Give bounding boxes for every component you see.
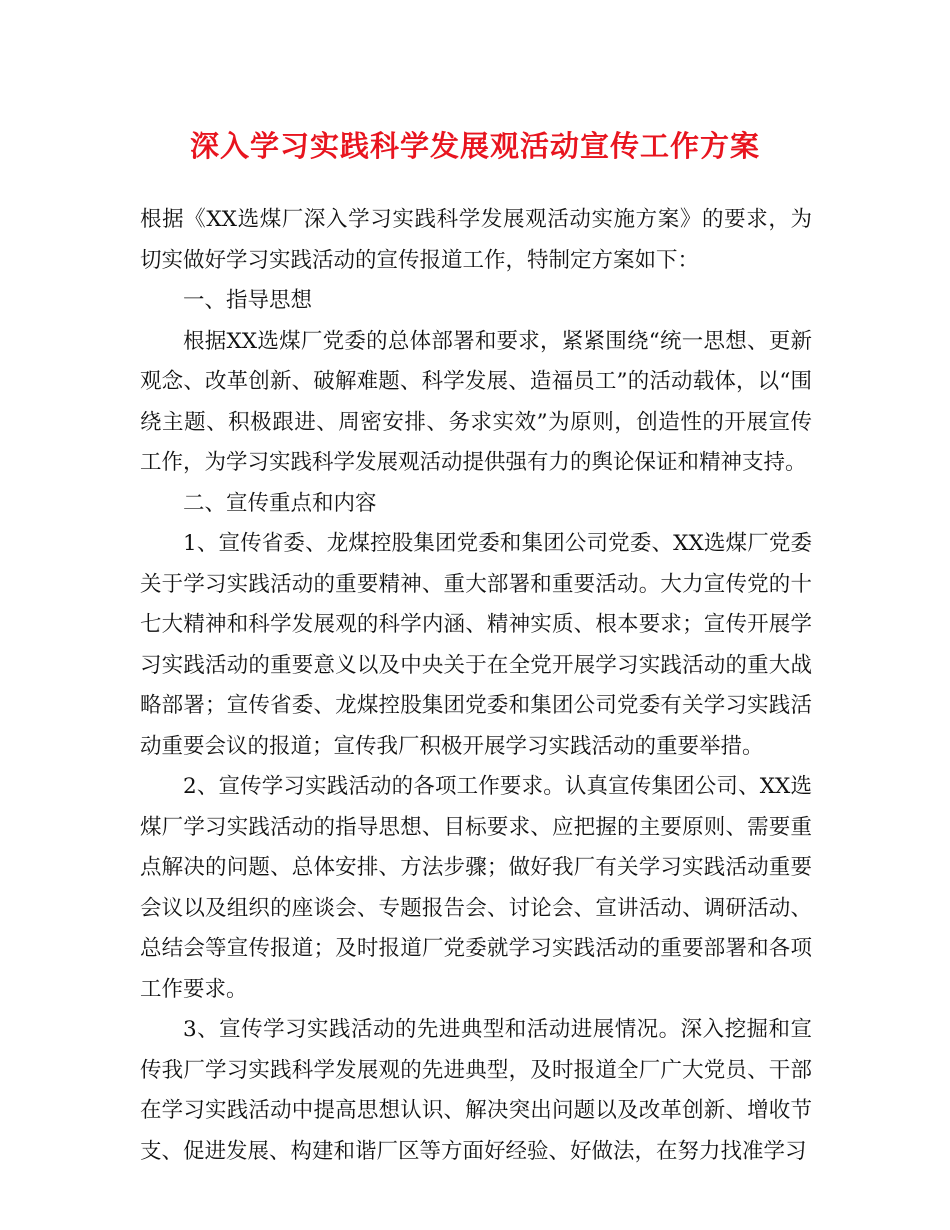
list-item-2: 2、宣传学习实践活动的各项工作要求。认真宣传集团公司、XX选煤厂学习实践活动的指导思想、目标要求、应把握的主要原则、需要重点解决的问题、总体安排、方法步骤；做好我厂有关学习实践活动重要会议以及组织的座谈会、专题报告会、讨论会、宣讲活动、调研活动、总结会等宣传报道；及时报道厂党委就学习实践活动的重要部署和各项工作要求。: [140, 774, 812, 1002]
list-item-1: 1、宣传省委、龙煤控股集团党委和集团公司党委、XX选煤厂党委关于学习实践活动的重要精神、重大部署和重要活动。大力宣传党的十七大精神和科学发展观的科学内涵、精神实质、根本要求；宣传开展学习实践活动的重要意义以及中央关于在全党开展学习实践活动的重大战略部署；宣传省委、龙煤控股集团党委和集团公司党委有关学习实践活动重要会议的报道；宣传我厂积极开展学习实践活动的重要举措。: [140, 531, 812, 759]
list-item-3: 3、宣传学习实践活动的先进典型和活动进展情况。深入挖掘和宣传我厂学习实践科学发展观的先进典型，及时报道全厂广大党员、干部在学习实践活动中提高思想认识、解决突出问题以及改革创新、增收节支、促进发展、构建和谐厂区等方面好经验、好做法，在努力找准学习: [140, 1017, 812, 1164]
document-body: [140, 200, 812, 1172]
document-title: 深入学习实践科学发展观活动宣传工作方案: [189, 129, 760, 163]
intro-paragraph: 根据《XX选煤厂深入学习实践科学发展观活动实施方案》的要求，为切实做好学习实践活动的宣传报道工作，特制定方案如下：: [140, 207, 812, 273]
section-heading-guiding-ideology: 一、指导思想: [183, 288, 313, 313]
section-heading-focus-and-content: 二、宣传重点和内容: [183, 490, 377, 516]
guiding-ideology-paragraph: 根据XX选煤厂党委的总体部署和要求，紧紧围绕“统一思想、更新观念、改革创新、破解难题、科学发展、造福员工”的活动载体，以“围绕主题、积极跟进、周密安排、务求实效”为原则，创造性的开展宣传工作，为学习实践科学发展观活动提供强有力的舆论保证和精神支持。: [140, 328, 812, 475]
